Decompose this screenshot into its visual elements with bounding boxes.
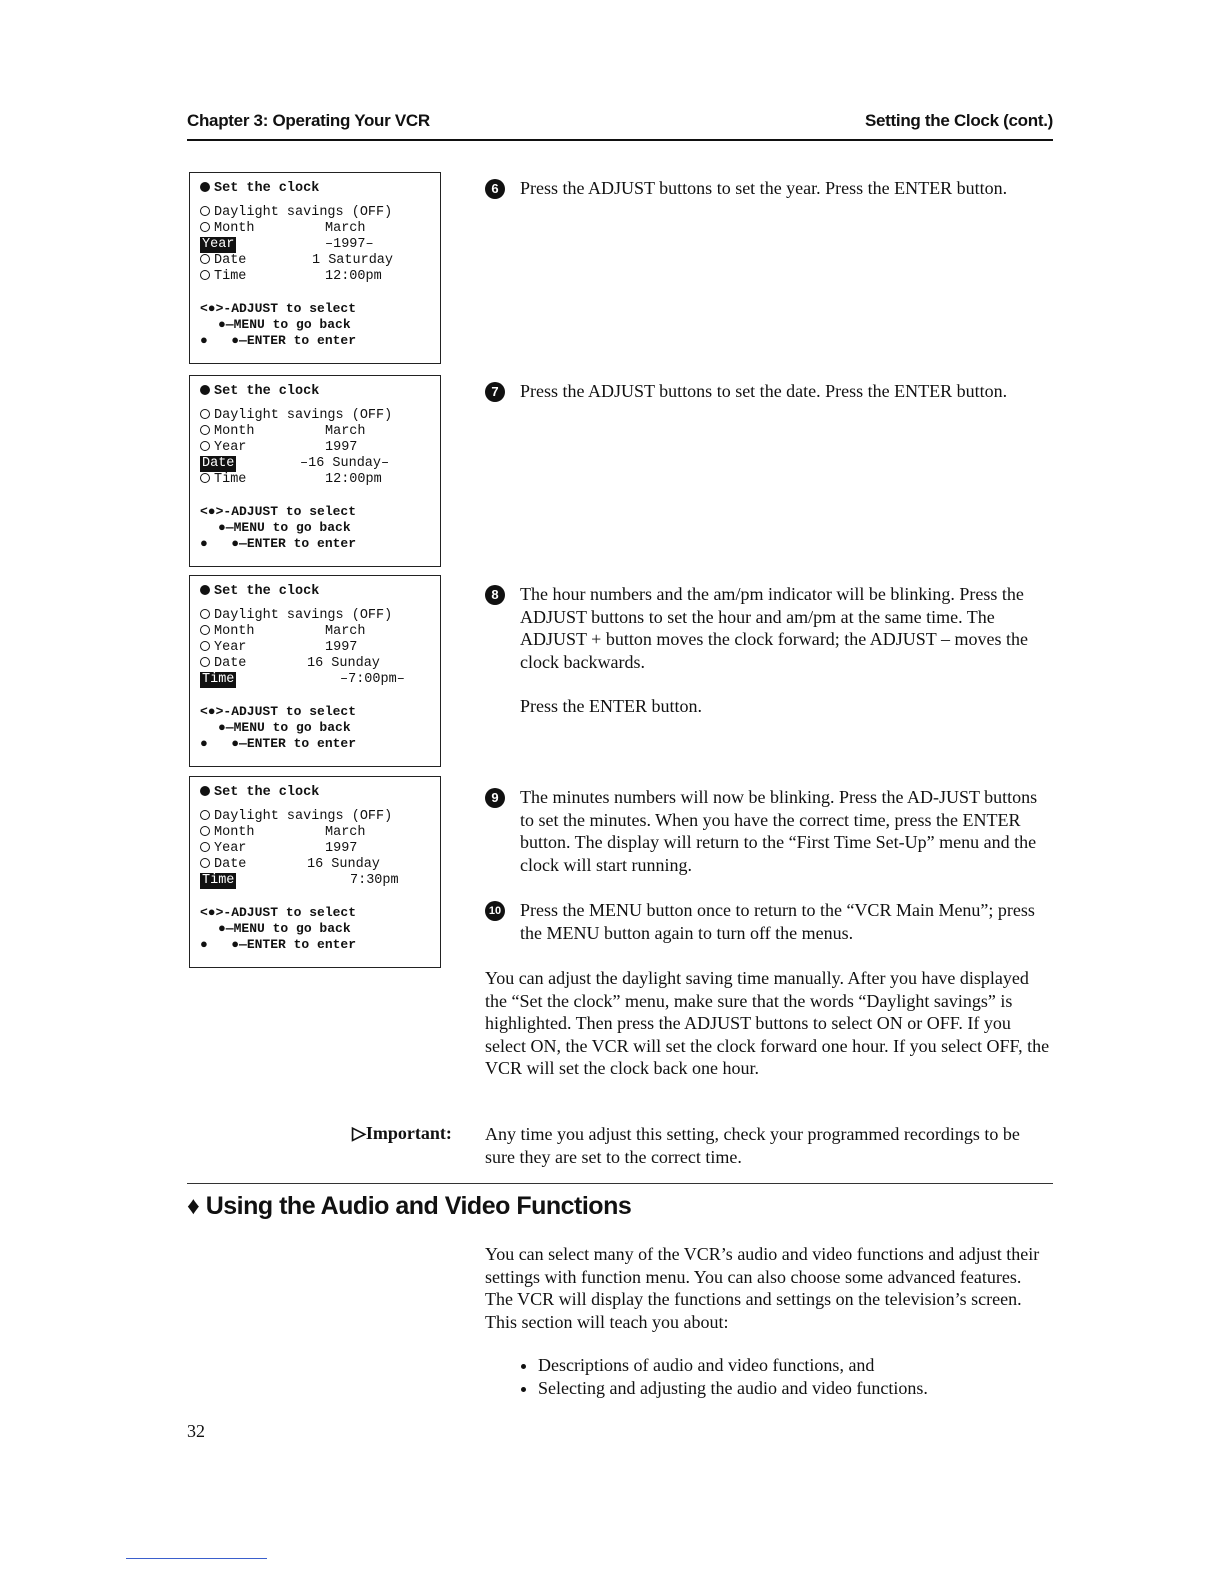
list-item: • Selecting and adjusting the audio and video functions. <box>538 1377 928 1400</box>
help-enter: ● ●—ENTER to enter <box>200 333 357 348</box>
step-10 <box>485 899 1050 944</box>
step-number-badge: 6 <box>485 179 505 199</box>
screen-title: Set the clock <box>214 181 320 196</box>
osd-screen-year <box>189 172 441 364</box>
list-item: • Descriptions of audio and video functions, and <box>538 1354 928 1377</box>
help-menu: ●—MENU to go back <box>218 520 351 535</box>
open-bullet-icon <box>200 609 210 619</box>
step-number-badge: 8 <box>485 585 505 605</box>
row-month: Month March <box>200 825 314 841</box>
step-text-extra: Press the ENTER button. <box>520 696 702 716</box>
step-9 <box>485 786 1050 876</box>
osd-screen-minutes <box>189 776 441 968</box>
row-month: Month March <box>200 221 314 237</box>
open-bullet-icon <box>200 473 210 483</box>
step-number-badge: 7 <box>485 382 505 402</box>
row-month: Month March <box>200 424 314 440</box>
step-8 <box>485 583 1050 718</box>
step-7 <box>485 380 1050 403</box>
help-adjust: <●>-ADJUST to select <box>200 905 357 920</box>
footer-rule <box>126 1558 267 1559</box>
help-menu: ●—MENU to go back <box>218 317 351 332</box>
open-bullet-icon <box>200 842 210 852</box>
open-bullet-icon <box>200 206 210 216</box>
feature-list <box>520 1354 928 1399</box>
screen-title: Set the clock <box>214 785 320 800</box>
filled-bullet-icon <box>200 585 210 595</box>
section-divider <box>187 1183 1053 1184</box>
help-enter: ● ●—ENTER to enter <box>200 736 357 751</box>
row-year: Year 1997 <box>200 841 314 857</box>
row-year: Year 1997 <box>200 640 314 656</box>
step-text: The minutes numbers will now be blinking. Press the AD-JUST buttons to set the minutes. When you have the correct time, press the ENTER button. The display will return to the “First Time Set-Up” menu and the clock will start running. <box>520 787 1038 875</box>
section-running-title: Setting the Clock (cont.) <box>864 111 1053 130</box>
open-bullet-icon <box>200 254 210 264</box>
help-adjust: <●>-ADJUST to select <box>200 301 357 316</box>
row-time: Time 12:00pm <box>200 269 314 285</box>
row-time: Time 12:00pm <box>200 472 314 488</box>
help-adjust: <●>-ADJUST to select <box>200 504 357 519</box>
row-time: Time 7:30pm <box>202 873 399 888</box>
osd-screen-hour <box>189 575 441 767</box>
open-bullet-icon <box>200 858 210 868</box>
row-date: Date –16 Sunday– <box>202 456 390 471</box>
row-daylight: Daylight savings (OFF) <box>200 205 392 221</box>
help-menu: ●—MENU to go back <box>218 720 351 735</box>
row-daylight: Daylight savings (OFF) <box>200 809 392 825</box>
open-bullet-icon <box>200 826 210 836</box>
row-date: Date 1 Saturday <box>200 253 314 269</box>
step-text: Press the ADJUST buttons to set the year. Press the ENTER button. <box>520 178 1008 198</box>
row-daylight: Daylight savings (OFF) <box>200 608 392 624</box>
help-adjust: <●>-ADJUST to select <box>200 704 357 719</box>
section-intro: You can select many of the VCR’s audio and video functions and adjust their settings with function menu. You can also choose some advanced features. The VCR will display the functions and settings on the television’s screen. This section will teach you about: <box>485 1244 1040 1332</box>
help-enter: ● ●—ENTER to enter <box>200 536 357 551</box>
open-bullet-icon <box>200 222 210 232</box>
help-enter: ● ●—ENTER to enter <box>200 937 357 952</box>
screen-title: Set the clock <box>214 384 320 399</box>
open-bullet-icon <box>200 441 210 451</box>
step-number-badge: 9 <box>485 788 505 808</box>
open-bullet-icon <box>200 657 210 667</box>
step-text: Press the MENU button once to return to the “VCR Main Menu”; press the MENU button again to turn off the menus. <box>520 900 1035 943</box>
important-text: Any time you adjust this setting, check your programmed recordings to be sure they are set to the correct time. <box>485 1124 1020 1167</box>
row-date: Date 16 Sunday <box>200 857 314 873</box>
filled-bullet-icon <box>200 786 210 796</box>
open-bullet-icon <box>200 409 210 419</box>
page-number: 32 <box>187 1421 205 1441</box>
filled-bullet-icon <box>200 385 210 395</box>
row-month: Month March <box>200 624 314 640</box>
open-bullet-icon <box>200 425 210 435</box>
row-date: Date 16 Sunday <box>200 656 314 672</box>
open-bullet-icon <box>200 810 210 820</box>
section-title: ♦ Using the Audio and Video Functions <box>187 1192 632 1220</box>
chapter-title: Chapter 3: Operating Your VCR <box>187 111 430 130</box>
open-bullet-icon <box>200 641 210 651</box>
row-daylight: Daylight savings (OFF) <box>200 408 392 424</box>
screen-title: Set the clock <box>214 584 320 599</box>
filled-bullet-icon <box>200 182 210 192</box>
osd-screen-date <box>189 375 441 567</box>
open-bullet-icon <box>200 625 210 635</box>
help-menu: ●—MENU to go back <box>218 921 351 936</box>
row-year: Year 1997 <box>200 440 314 456</box>
daylight-paragraph: You can adjust the daylight saving time manually. After you have displayed the “Set the clock” menu, make sure that the words “Daylight savings” is highlighted. Then press the ADJUST buttons to select ON or OFF. If you select ON, the VCR will set the clock forward one hour. If you select OFF, the VCR will set the clock back one hour. <box>485 968 1050 1078</box>
step-6 <box>485 177 1050 200</box>
row-time: Time –7:00pm– <box>202 672 405 687</box>
page-header <box>187 111 1053 141</box>
row-year: Year –1997– <box>202 237 374 252</box>
step-text: Press the ADJUST buttons to set the date. Press the ENTER button. <box>520 381 1008 401</box>
step-text: The hour numbers and the am/pm indicator will be blinking. Press the ADJUST buttons to set the hour and am/pm at the same time. The ADJUST + button moves the clock forward; the ADJUST – moves the clock backwards. <box>520 584 1028 672</box>
open-bullet-icon <box>200 270 210 280</box>
step-number-badge: 10 <box>485 901 505 921</box>
important-label: ▷Important: <box>352 1123 452 1143</box>
